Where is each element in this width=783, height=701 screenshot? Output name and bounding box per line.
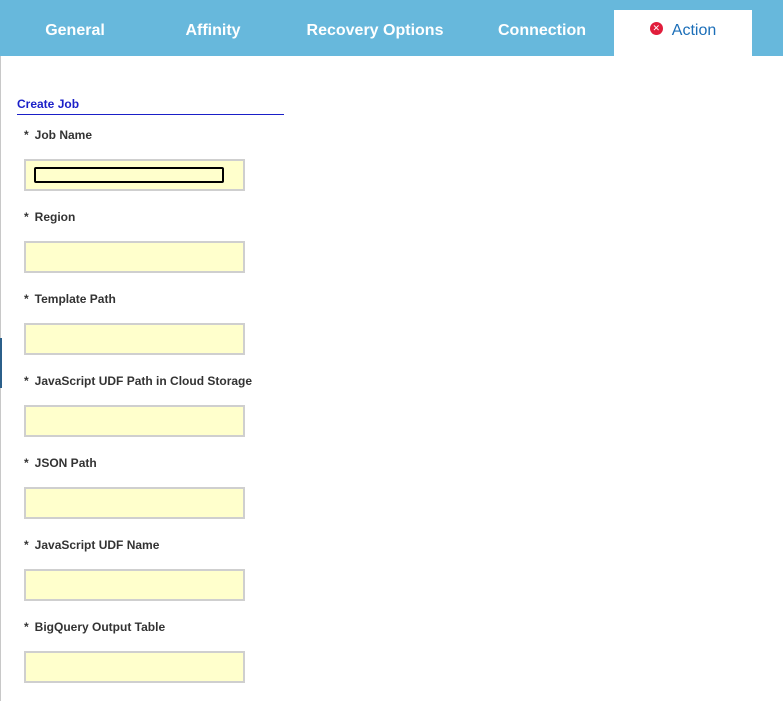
json-path-label <box>24 456 97 470</box>
panel-scroll-marker <box>0 338 2 388</box>
required-marker: * <box>24 292 29 306</box>
section-title: Create Job <box>17 97 80 111</box>
udf-path-input[interactable] <box>24 405 245 437</box>
required-marker: * <box>24 456 29 470</box>
required-marker: * <box>24 620 29 634</box>
bigquery-output-table-label <box>24 620 165 634</box>
tab-bar <box>0 0 783 56</box>
bigquery-output-table-input[interactable] <box>24 651 245 683</box>
tab-general-label: General <box>45 22 105 39</box>
region-label-text: Region <box>34 210 76 224</box>
job-name-label <box>24 128 92 142</box>
json-path-label-text: JSON Path <box>34 456 97 470</box>
udf-name-label <box>24 538 159 552</box>
udf-name-input[interactable] <box>24 569 245 601</box>
template-path-label <box>24 292 116 306</box>
tab-connection-label: Connection <box>498 22 586 39</box>
region-input[interactable] <box>24 241 245 273</box>
section-divider <box>17 114 284 115</box>
required-marker: * <box>24 374 29 388</box>
bigquery-output-table-label-text: BigQuery Output Table <box>34 620 166 634</box>
required-marker: * <box>24 128 29 142</box>
job-name-label-text: Job Name <box>34 128 93 142</box>
tab-action-label: Action <box>671 22 717 39</box>
required-marker: * <box>24 538 29 552</box>
tab-affinity-label: Affinity <box>185 22 241 39</box>
tab-connection[interactable] <box>474 10 610 56</box>
template-path-input[interactable] <box>24 323 245 355</box>
tab-general[interactable] <box>0 10 150 56</box>
tab-recovery-options-label: Recovery Options <box>306 22 444 39</box>
udf-name-label-text: JavaScript UDF Name <box>34 538 160 552</box>
udf-path-label-text: JavaScript UDF Path in Cloud Storage <box>34 374 253 388</box>
required-marker: * <box>24 210 29 224</box>
json-path-input[interactable] <box>24 487 245 519</box>
region-label <box>24 210 75 224</box>
error-icon: ✕ <box>650 22 663 35</box>
udf-path-label <box>24 374 252 388</box>
template-path-label-text: Template Path <box>34 292 116 306</box>
tab-recovery-options[interactable] <box>276 10 474 56</box>
tab-affinity[interactable] <box>150 10 276 56</box>
job-name-input[interactable] <box>24 159 245 191</box>
tab-action[interactable] <box>614 10 752 56</box>
